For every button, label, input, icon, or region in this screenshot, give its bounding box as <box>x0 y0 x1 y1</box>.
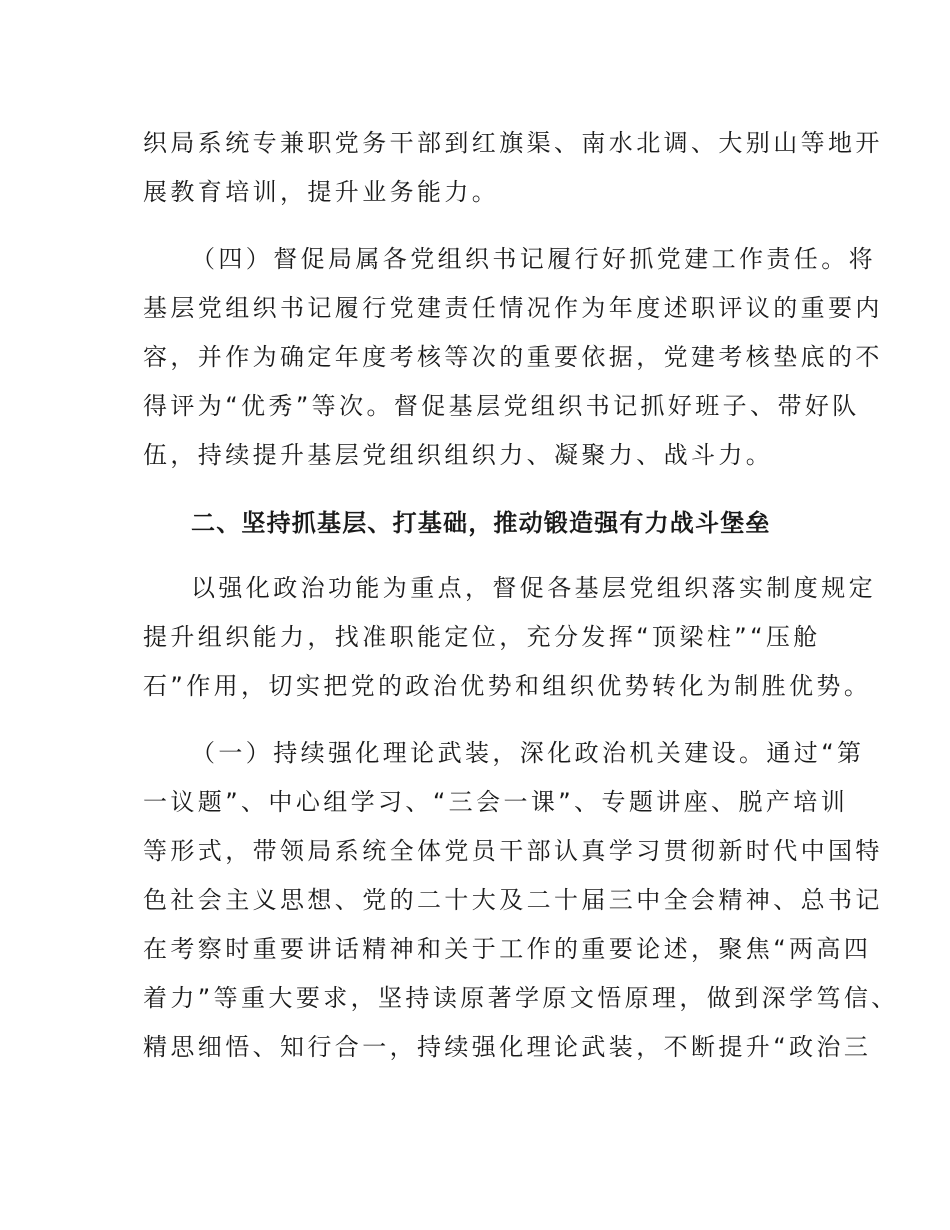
paragraph-line: 织局系统专兼职党务干部到红旗渠、南水北调、大别山等地开 <box>143 129 883 157</box>
paragraph-line: 在考察时重要讲话精神和关于工作的重要论述，聚焦“两高四 <box>143 935 872 963</box>
paragraph-line: 精思细悟、知行合一，持续强化理论武装，不断提升“政治三 <box>143 1033 872 1061</box>
paragraph-line: 以强化政治功能为重点，督促各基层党组织落实制度规定 <box>191 574 876 602</box>
paragraph-line: 色社会主义思想、党的二十大及二十届三中全会精神、总书记 <box>143 886 883 914</box>
paragraph-line: 展教育培训，提升业务能力。 <box>143 178 500 206</box>
paragraph-line: 等形式，带领局系统全体党员干部认真学习贯彻新时代中国特 <box>143 837 883 865</box>
paragraph-line: 基层党组织书记履行党建责任情况作为年度述职评议的重要内 <box>143 294 883 322</box>
paragraph-line: （一）持续强化理论武装，深化政治机关建设。通过“第 <box>191 739 865 767</box>
paragraph-line: 石”作用，切实把党的政治优势和组织优势转化为制胜优势。 <box>143 672 872 700</box>
paragraph-line: 提升组织能力，找准职能定位，充分发挥“顶梁柱”“压舱 <box>143 623 821 651</box>
paragraph-line: 一议题”、中心组学习、“三会一课”、专题讲座、脱产培训 <box>143 788 849 816</box>
section-heading: 二、坚持抓基层、打基础，推动锻造强有力战斗堡垒 <box>191 509 771 537</box>
paragraph-line: 着力”等重大要求，坚持读原著学原文悟原理，做到深学笃信、 <box>143 984 899 1012</box>
paragraph-line: （四）督促局属各党组织书记履行好抓党建工作责任。将 <box>191 245 876 273</box>
paragraph-line: 伍，持续提升基层党组织组织力、凝聚力、战斗力。 <box>143 441 774 469</box>
paragraph-line: 得评为“优秀”等次。督促基层党组织书记抓好班子、带好队 <box>143 392 860 420</box>
paragraph-line: 容，并作为确定年度考核等次的重要依据，党建考核垫底的不 <box>143 343 883 371</box>
